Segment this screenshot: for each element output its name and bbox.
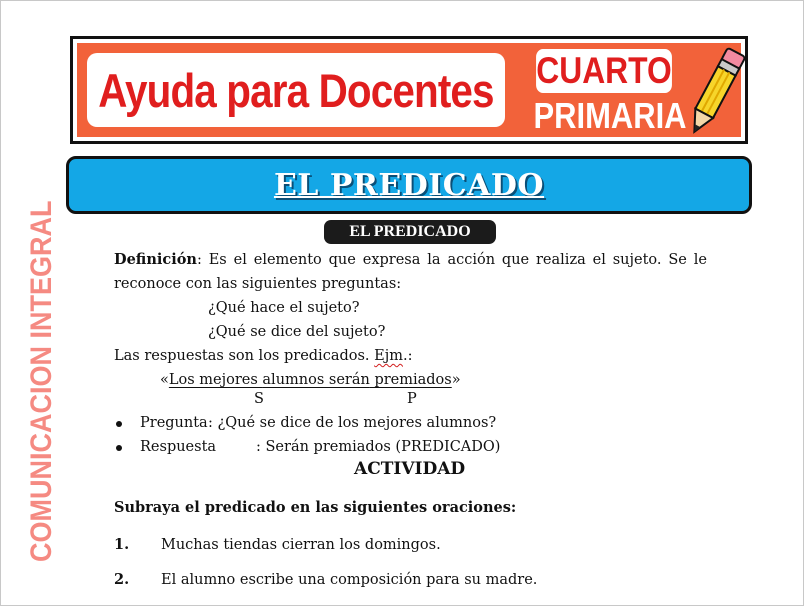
bullet-label-answer: Respuesta — [140, 439, 217, 455]
side-label — [24, 200, 60, 562]
grade-label-line1: CUARTO — [536, 50, 672, 91]
activity-heading: ACTIVIDAD — [354, 459, 466, 479]
definition-text: : Es el elemento que expresa la acción que realiza el sujeto. Se le — [196, 252, 707, 268]
bullet-dot — [116, 445, 122, 451]
answers-suffix: .: — [402, 348, 413, 364]
grade-label-line2: PRIMARIA — [533, 95, 687, 136]
bullet-label-question: Pregunta — [140, 415, 208, 431]
question-2: ¿Qué se dice del sujeto? — [208, 324, 386, 340]
item-text: Muchas tiendas cierran los domingos. — [161, 537, 441, 553]
definition-term: Definición — [114, 251, 197, 268]
answers-ejm: Ejm — [374, 348, 403, 364]
predicate-marker: P — [407, 391, 417, 407]
definition-line-1 — [114, 251, 707, 269]
header-banner — [70, 36, 748, 144]
title-bar — [66, 156, 752, 214]
answers-line — [114, 347, 412, 365]
example-sentence — [160, 371, 461, 389]
example-close-quote: » — [451, 372, 461, 388]
item-text: El alumno escribe una composición para su madre. — [161, 572, 538, 588]
brand-title: Ayuda para Docentes — [98, 63, 494, 117]
example-part-squiggle: alumnos serán — [262, 372, 370, 388]
banner-background — [77, 43, 741, 137]
item-number: 1. — [114, 536, 130, 553]
activity-instruction: Subraya el predicado en las siguientes oraciones: — [114, 499, 517, 516]
bullet-text-answer: : Serán premiados (PREDICADO) — [256, 439, 501, 455]
pencil-icon — [683, 43, 747, 143]
definition-line-2: reconoce con las siguientes preguntas: — [114, 276, 402, 292]
example-part-2: premiados — [369, 372, 452, 388]
section-label: EL PREDICADO — [324, 220, 496, 244]
answers-prefix: Las respuestas son los predicados. — [114, 348, 375, 364]
bullet-text-question: : ¿Qué se dice de los mejores alumnos? — [208, 415, 497, 431]
brand-box — [87, 53, 505, 127]
bullet-dot — [116, 421, 122, 427]
example-open-quote: « — [160, 372, 169, 388]
subject-marker: S — [254, 391, 264, 407]
item-number: 2. — [114, 571, 130, 588]
side-label-text: COMUNICACION INTEGRAL — [25, 200, 58, 562]
question-1: ¿Qué hace el sujeto? — [208, 300, 360, 316]
example-part-1: Los mejores — [168, 372, 263, 388]
page-title: EL PREDICADO — [273, 167, 545, 203]
